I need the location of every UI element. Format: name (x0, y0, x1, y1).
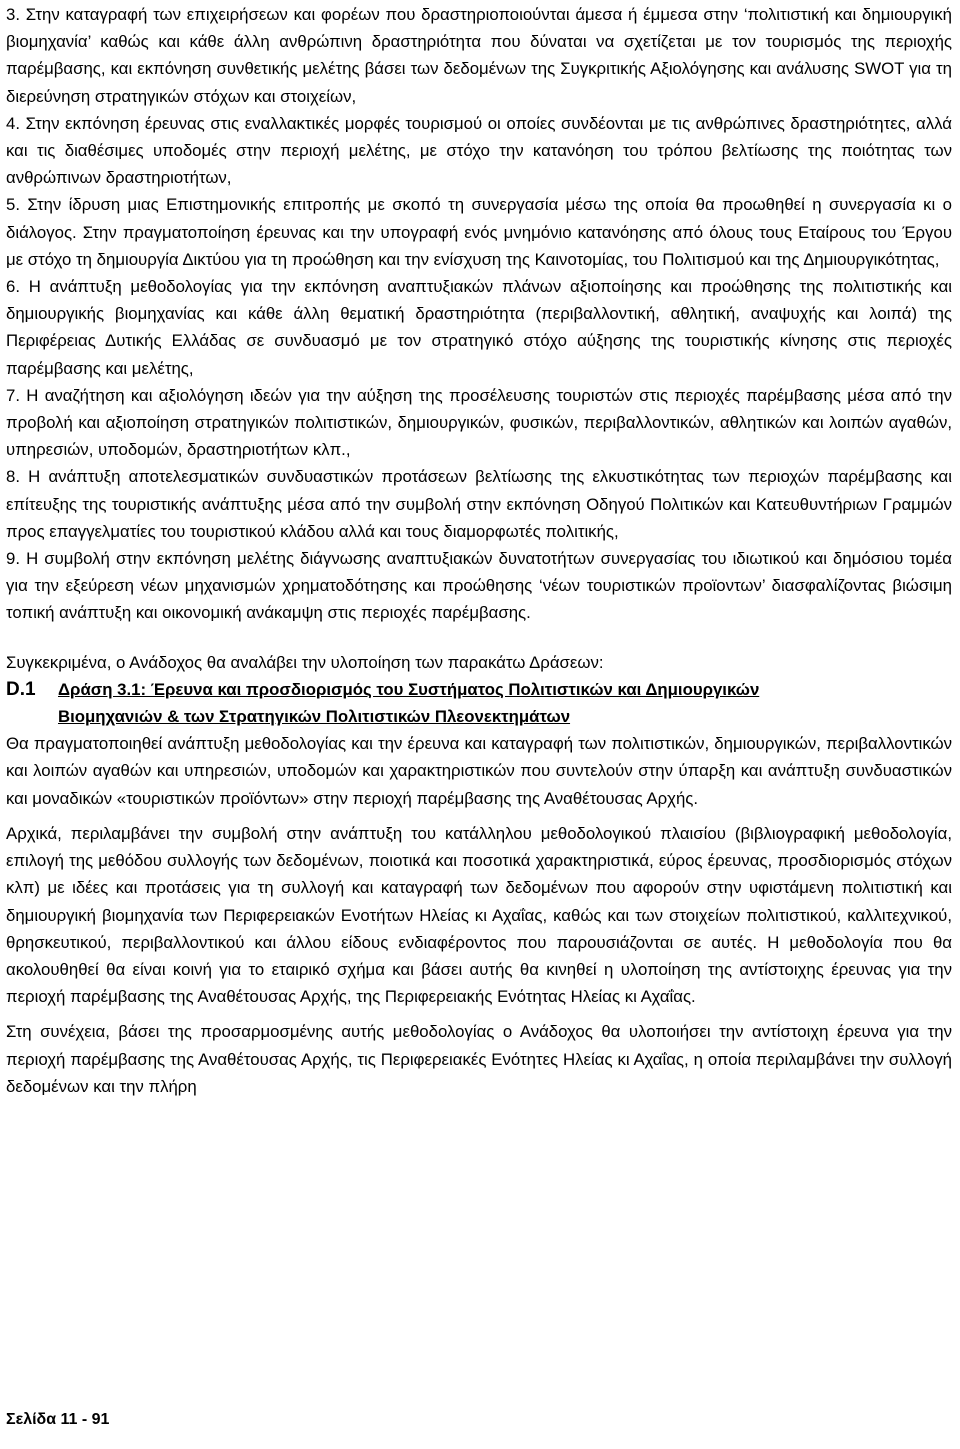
action-heading (6, 676, 952, 730)
action-number: D.1 (6, 678, 36, 700)
numbered-list (6, 0, 952, 627)
list-item: 9. Η συμβολή στην εκπόνηση μελέτης διάγνωσης αναπτυξιακών δυνατοτήτων συνεργασίας του ιδιωτικού και δημόσιου τομέα για την εξεύρεση νέων μηχανισμών χρηματοδότησης και προώθησης ‘νέων τουριστικών προϊοντων’ διασφαλίζοντας βιώσιμη τοπική ανάπτυξη και οικονομική ανάκαμψη στις περιοχές παρέμβασης. (6, 549, 952, 623)
list-item: 7. Η αναζήτηση και αξιολόγηση ιδεών για την αύξηση της προσέλευσης τουριστών στις περιοχές παρέμβασης μέσα από την προβολή και αξιοποίηση στρατηγικών πολιτιστικών, δημιουργικών, φυσικών, περιβαλλοντικών, αθλητικών και λοιπών αγαθών, υπηρεσιών, υποδομών, δραστηριοτήτων κλπ., (6, 385, 952, 460)
page-number-footer: Σελίδα 11 - 91 (6, 1411, 110, 1428)
action-title-line1: Δράση 3.1: Έρευνα και προσδιορισμός του Συστήματος Πολιτιστικών και Δημιουργικών (58, 679, 760, 699)
list-item: 8. Η ανάπτυξη αποτελεσματικών συνδυαστικών προτάσεων βελτίωσης της ελκυστικότητας των περιοχών παρέμβασης και επίτευξης της τουριστικής ανάπτυξης μέσα από την συμβολή στην εκπόνηση Οδηγού Πολιτικών και Κατευθυντήριων Γραμμών προς επαγγελματίες του τουριστικού κλάδου αλλά και τους διαμορφωτές πολιτικής, (6, 467, 952, 541)
list-item: 5. Στην ίδρυση μιας Επιστημονικής επιτροπής με σκοπό τη συνεργασία μέσω της οποία θα προωθηθεί η συνεργασία κι ο διάλογος. Στην πραγματοποίηση έρευνας και την υπογραφή ενός μνημόνιο κατανόησης από όλους τους Εταίρους του Έργου με στόχο τη δημιουργία Δικτύου για τη προώθηση και την ενίσχυση της Καινοτομίας, του Πολιτισμού και της Δημιουργικότητας, (6, 195, 952, 269)
list-item: 4. Στην εκπόνηση έρευνας στις εναλλακτικές μορφές τουρισμού οι οποίες συνδέονται με τις ανθρώπινες δραστηριότητες, αλλά και τις διαθέσιμες υποδομές στην περιοχή μελέτης, με στόχο την κατανόηση του τρόπου βελτίωσης της ποιότητας των ανθρώπινων δραστηριοτήτων, (6, 113, 952, 188)
list-item: 6. Η ανάπτυξη μεθοδολογίας για την εκπόνηση αναπτυξιακών πλάνων αξιοποίησης και προώθησης της πολιτιστικής και δημιουργικής βιομηχανίας και κάθε άλλη θεματική δραστηριότητα (περιβαλλοντική, αθλητική, αναψυχής και λοιπά) της Περιφέρειας Δυτικής Ελλάδας σε συνδυασμό με τον στρατηγικό στόχο αύξησης της τουριστικής κίνησης στις περιοχές παρέμβασης και μελέτης, (6, 277, 952, 378)
body-paragraph: Θα πραγματοποιηθεί ανάπτυξη μεθοδολογίας και την έρευνα και καταγραφή των πολιτιστικών, δημιουργικών, περιβαλλοντικών και λοιπών αγαθών και υπηρεσιών, υποδομών και χαρακτηριστικών που συντελούν στην ύπαρξη και ανάπτυξη συνδυαστικών και μοναδικών «τουριστικών προϊόντων» στην περιοχή παρέμβασης της Αναθέτουσας Αρχής. (6, 734, 952, 808)
list-item: 3. Στην καταγραφή των επιχειρήσεων και φορέων που δραστηριοποιούνται άμεσα ή έμμεσα στην ‘πολιτιστική και δημιουργική βιομηχανία’ καθώς και κάθε άλλη ανθρώπινη δραστηριότητα που δύναται να σχετίζεται με τον τουρισμός της περιοχής παρέμβασης, και εκπόνηση συνθετικής μελέτης βάσει των δεδομένων της Συγκριτικής Αξιολόγησης και ανάλυσης SWOT για τη διερεύνηση στρατηγικών στόχων και στοιχείων, (6, 5, 952, 106)
action-title-line2: Βιομηχανιών & των Στρατηγικών Πολιτιστικών Πλεονεκτημάτων (58, 707, 571, 727)
body-paragraph: Στη συνέχεια, βάσει της προσαρμοσμένης αυτής μεθοδολογίας ο Ανάδοχος θα υλοποιήσει την αντίστοιχη έρευνα για την περιοχή παρέμβασης της Αναθέτουσας Αρχής, τις Περιφερειακές Ενότητες Ηλείας κι Αχαΐας, η οποία περιλαμβάνει την συλλογή δεδομένων και την πλήρη (6, 1022, 952, 1096)
intro-text: Συγκεκριμένα, ο Ανάδοχος θα αναλάβει την υλοποίηση των παρακάτω Δράσεων: (6, 652, 604, 672)
body-paragraph: Αρχικά, περιλαμβάνει την συμβολή στην ανάπτυξη του κατάλληλου μεθοδολογικού πλαισίου (βιβλιογραφική μεθοδολογία, επιλογή της μεθόδου συλλογής των δεδομένων, ποιοτικά και ποσοτικά χαρακτηριστικά, εύρος έρευνας, προσδιορισμός στόχων κλπ) με ιδέες και προτάσεις για τη συλλογή και καταγραφή των δεδομένων που αφορούν στην υφιστάμενη πολιτιστική και δημιουργική βιομηχανία των Περιφερειακών Ενοτήτων Ηλείας κι Αχαΐας, καθώς και των στοιχείων πολιτιστικού, καλλιτεχνικού, θρησκευτικού, περιβαλλοντικού και άλλου είδους ενδιαφέροντος που παρουσιάζονται σε αυτές. Η μεθοδολογία που θα ακολουθηθεί θα είναι κοινή για το εταιρικό σχήμα και βάσει αυτής θα κινηθεί η υλοποίηση της αντίστοιχης έρευνας για την περιοχή παρέμβασης της Αναθέτουσας Αρχής, της Περιφερειακής Ενότητας Ηλείας κι Αχαΐας. (6, 823, 952, 1007)
document-page (6, 0, 952, 1100)
